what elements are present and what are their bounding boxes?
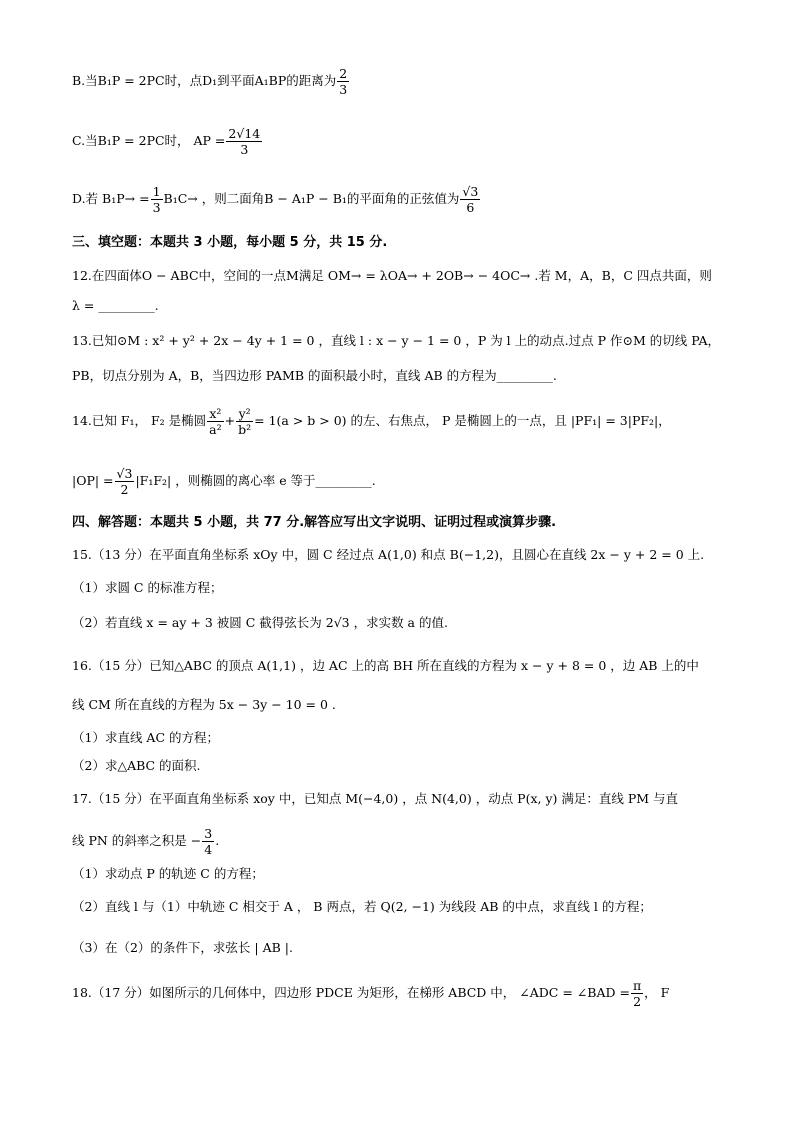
question-16-part-2: （2）求△ABC 的面积. xyxy=(72,758,201,773)
question-17-part-3: （3）在（2）的条件下，求弦长 | AB |. xyxy=(72,940,293,955)
option-c-fraction xyxy=(226,126,262,157)
question-17-part-1: （1）求动点 P 的轨迹 C 的方程； xyxy=(72,866,264,881)
question-15-part-2: （2）若直线 x = ay + 3 被圆 C 截得弦长为 2√3 ，求实数 a 的值. xyxy=(72,615,448,630)
fraction-denominator: a² xyxy=(209,422,222,437)
option-b-text: B.当B₁P = 2PC时，点D₁到平面A₁BP的距离为 xyxy=(72,73,337,88)
option-b-fraction xyxy=(337,66,349,97)
question-17-part-2: （2）直线 l 与（1）中轨迹 C 相交于 A ， B 两点，若 Q(2, −1) 为线段 AB 的中点，求直线 l 的方程； xyxy=(72,899,652,914)
option-d xyxy=(72,184,481,215)
fraction-denominator: 4 xyxy=(204,842,213,857)
question-13-line-2: PB，切点分别为 A，B，当四边形 PAMB 的面积最小时，直线 AB 的方程为_________. xyxy=(72,368,557,383)
option-d-text: D.若 B₁P→ = xyxy=(72,191,150,206)
fraction-numerator: y² xyxy=(236,406,253,422)
fraction-numerator: 2√14 xyxy=(228,126,261,141)
question-17-period: . xyxy=(215,833,220,848)
question-15-part-1: （1）求圆 C 的标准方程； xyxy=(72,580,223,595)
question-18-fraction xyxy=(631,978,643,1009)
question-13-line-1: 13.已知⊙M : x² + y² + 2x − 4y + 1 = 0 ，直线 l : x − y − 1 = 0 ，P 为 l 上的动点.过点 P 作⊙M 的切线 PA， xyxy=(72,333,720,348)
fraction-denominator: 2 xyxy=(120,482,129,497)
question-12-line-2: λ = _________. xyxy=(72,298,159,313)
fraction-denominator: 3 xyxy=(152,200,161,215)
fraction-numerator: 1 xyxy=(152,184,161,199)
question-17-fraction xyxy=(202,826,214,857)
question-14-text-4: |F₁F₂| ，则椭圆的离心率 e 等于_________. xyxy=(135,473,376,488)
fraction-numerator: 3 xyxy=(204,826,213,841)
question-16-line-1: 16.（15 分）已知△ABC 的顶点 A(1,1) ，边 AC 上的高 BH 所在直线的方程为 x − y + 8 = 0 ，边 AB 上的中 xyxy=(72,658,699,673)
question-14-text: 14.已知 F₁， F₂ 是椭圆 xyxy=(72,413,207,428)
question-17-line-1: 17.（15 分）在平面直角坐标系 xoy 中，已知点 M(−4,0) ，点 N(4,0) ，动点 P(x, y) 满足：直线 PM 与直 xyxy=(72,791,679,806)
fraction-denominator: b² xyxy=(238,422,252,437)
fraction-numerator: √3 xyxy=(462,184,479,199)
fraction-denominator: 6 xyxy=(466,200,475,215)
question-15-line-1: 15.（13 分）在平面直角坐标系 xOy 中，圆 C 经过点 A(1,0) 和点 B(−1,2)，且圆心在直线 2x − y + 2 = 0 上. xyxy=(72,547,705,562)
section-3-heading: 三、填空题：本题共 3 小题，每小题 5 分，共 15 分. xyxy=(72,235,388,250)
fraction-denominator: 2 xyxy=(633,994,642,1009)
option-c-text: C.当B₁P = 2PC时， AP = xyxy=(72,133,226,148)
question-14-fraction-sqrt3 xyxy=(115,466,135,497)
question-18-text: 18.（17 分）如图所示的几何体中，四边形 PDCE 为矩形，在梯形 ABCD 中， ∠ADC = ∠BAD = xyxy=(72,985,630,1000)
question-14-line-2 xyxy=(72,466,376,497)
question-14-text-3: |OP| = xyxy=(72,473,114,488)
question-14-fraction-x xyxy=(207,406,223,437)
fraction-numerator: √3 xyxy=(116,466,133,481)
section-4-heading: 四、解答题：本题共 5 小题，共 77 分.解答应写出文字说明、证明过程或演算步骤. xyxy=(72,515,557,530)
question-12-line-1: 12.在四面体O − ABC中，空间的一点M满足 OM→ = λOA→ + 2OB→ − 4OC→ .若 M，A，B，C 四点共面，则 xyxy=(72,268,712,283)
fraction-denominator: 3 xyxy=(240,142,249,157)
question-14-fraction-y xyxy=(236,406,253,437)
question-14-text-2: = 1(a > b > 0) 的左、右焦点， P 是椭圆上的一点，且 |PF₁| = 3|PF₂|， xyxy=(254,413,671,428)
option-b xyxy=(72,66,350,97)
fraction-numerator: x² xyxy=(207,406,223,422)
fraction-numerator: π xyxy=(632,978,642,993)
question-18-line-1 xyxy=(72,978,669,1009)
question-18-text-2: ， F xyxy=(644,985,670,1000)
option-d-text-2: B₁C→ ，则二面角B − A₁P − B₁的平面角的正弦值为 xyxy=(163,191,460,206)
option-d-fraction-2 xyxy=(460,184,480,215)
plus-sign: + xyxy=(224,413,236,428)
fraction-denominator: 3 xyxy=(339,82,348,97)
option-d-fraction-1 xyxy=(151,184,163,215)
question-17-text: 线 PN 的斜率之积是 − xyxy=(72,833,202,848)
fraction-numerator: 2 xyxy=(339,66,348,81)
option-c xyxy=(72,126,263,157)
question-14-line-1 xyxy=(72,406,671,437)
question-16-line-2: 线 CM 所在直线的方程为 5x − 3y − 10 = 0 . xyxy=(72,697,336,712)
question-17-line-2 xyxy=(72,826,219,857)
question-16-part-1: （1）求直线 AC 的方程； xyxy=(72,730,219,745)
